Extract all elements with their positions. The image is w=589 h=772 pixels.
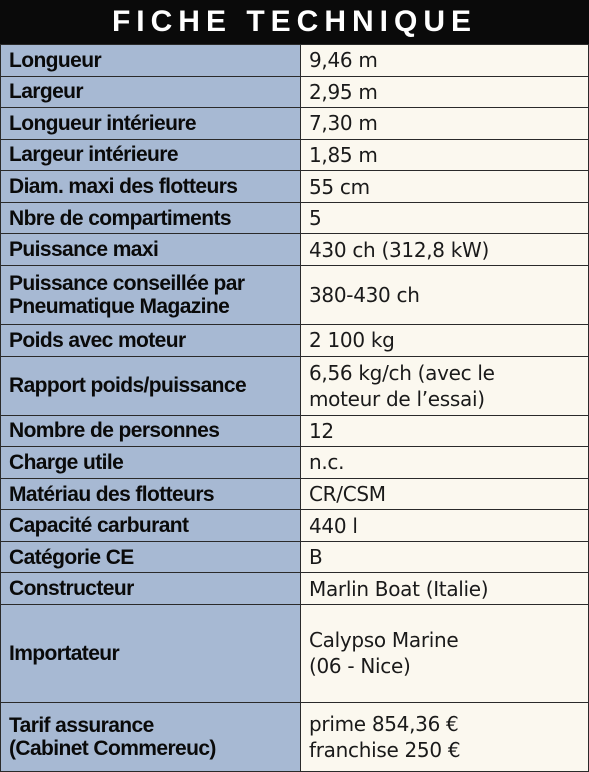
table-row — [1, 108, 589, 140]
table-row — [1, 415, 589, 447]
spec-value: 12 — [301, 415, 589, 447]
spec-label: Nombre de personnes — [1, 415, 301, 447]
table-row — [1, 478, 589, 510]
spec-label: Largeur intérieure — [1, 139, 301, 171]
table-row — [1, 45, 589, 77]
spec-value: Marlin Boat (Italie) — [301, 573, 589, 605]
table-row — [1, 573, 589, 605]
table-row — [1, 447, 589, 479]
spec-value: prime 854,36 € franchise 250 € — [301, 702, 589, 771]
spec-label: Puissance maxi — [1, 234, 301, 266]
table-row — [1, 702, 589, 771]
spec-value: 6,56 kg/ch (avec le moteur de l’essai) — [301, 356, 589, 415]
table-row — [1, 356, 589, 415]
spec-value: n.c. — [301, 447, 589, 479]
table-row — [1, 604, 589, 702]
spec-label: Nbre de compartiments — [1, 202, 301, 234]
table-row — [1, 202, 589, 234]
spec-value: 5 — [301, 202, 589, 234]
spec-label: Constructeur — [1, 573, 301, 605]
table-row — [1, 139, 589, 171]
spec-value: CR/CSM — [301, 478, 589, 510]
spec-value: B — [301, 541, 589, 573]
spec-label: Matériau des flotteurs — [1, 478, 301, 510]
spec-value: 9,46 m — [301, 45, 589, 77]
sheet-title: FICHE TECHNIQUE — [0, 0, 589, 44]
spec-value: 440 l — [301, 510, 589, 542]
spec-label: Largeur — [1, 76, 301, 108]
spec-value: 55 cm — [301, 171, 589, 203]
spec-value: 430 ch (312,8 kW) — [301, 234, 589, 266]
spec-value: 380-430 ch — [301, 265, 589, 324]
spec-label: Rapport poids/puissance — [1, 356, 301, 415]
spec-label: Capacité carburant — [1, 510, 301, 542]
spec-value: Calypso Marine (06 - Nice) — [301, 604, 589, 702]
spec-label: Diam. maxi des flotteurs — [1, 171, 301, 203]
spec-value: 2,95 m — [301, 76, 589, 108]
spec-value: 7,30 m — [301, 108, 589, 140]
spec-label: Longueur intérieure — [1, 108, 301, 140]
spec-label: Poids avec moteur — [1, 324, 301, 356]
spec-label: Longueur — [1, 45, 301, 77]
table-row — [1, 324, 589, 356]
spec-label: Importateur — [1, 604, 301, 702]
spec-label: Puissance conseillée par Pneumatique Magazine — [1, 265, 301, 324]
table-row — [1, 541, 589, 573]
table-row — [1, 76, 589, 108]
table-row — [1, 265, 589, 324]
spec-label: Charge utile — [1, 447, 301, 479]
spec-value: 2 100 kg — [301, 324, 589, 356]
spec-label: Tarif assurance (Cabinet Commereuc) — [1, 702, 301, 771]
table-row — [1, 171, 589, 203]
spec-label: Catégorie CE — [1, 541, 301, 573]
spec-table — [0, 44, 589, 772]
table-row — [1, 234, 589, 266]
spec-value: 1,85 m — [301, 139, 589, 171]
table-row — [1, 510, 589, 542]
